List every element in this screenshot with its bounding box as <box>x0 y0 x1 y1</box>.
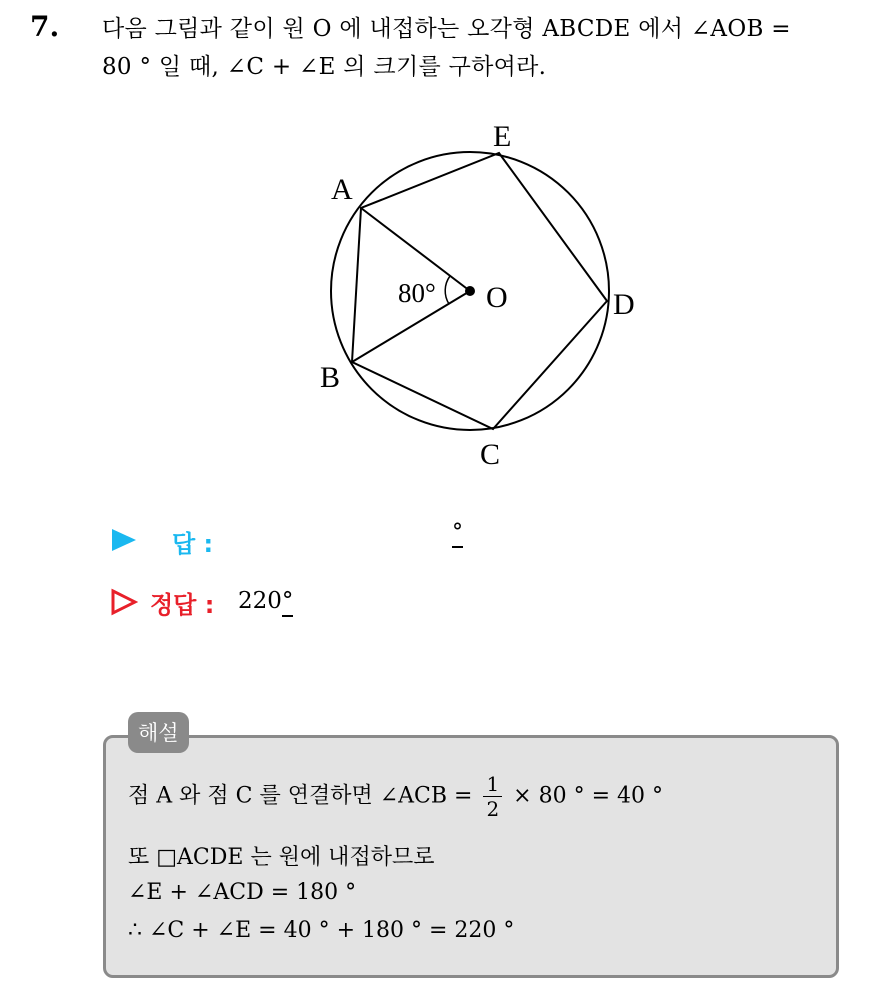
label-a: A <box>331 173 353 206</box>
center-point <box>465 286 475 296</box>
correct-play-outline-icon <box>110 588 138 616</box>
correct-answer-unit: ° <box>282 588 294 617</box>
label-c: C <box>480 438 501 471</box>
explanation-line-1 <box>128 772 663 821</box>
explanation-line-1-post: × 80 ° = 40 ° <box>513 783 663 809</box>
label-b: B <box>320 361 341 394</box>
question-number: 7. <box>30 10 60 43</box>
label-o: O <box>486 281 508 314</box>
fraction-one-half <box>483 772 502 821</box>
geometry-figure <box>300 110 660 480</box>
answer-label: 답 : <box>172 530 214 558</box>
answer-play-icon <box>112 529 136 551</box>
correct-answer-label: 정답 : <box>150 591 215 619</box>
label-e: E <box>493 120 512 153</box>
fraction-numerator: 1 <box>483 772 502 797</box>
explanation-tag: 해설 <box>128 712 189 753</box>
correct-answer-value <box>238 588 293 614</box>
explanation-line-1-pre: 점 A 와 점 C 를 연결하면 ∠ACB = <box>128 783 473 809</box>
correct-answer-number: 220 <box>238 588 282 614</box>
fraction-denominator: 2 <box>486 797 500 821</box>
question-line-1: 다음 그림과 같이 원 O 에 내접하는 오각형 ABCDE 에서 ∠AOB = <box>102 16 791 42</box>
label-angle: 80° <box>398 278 436 308</box>
explanation-line-3: ∠E + ∠ACD = 180 ° <box>128 880 357 905</box>
answer-unit: ° <box>452 522 463 548</box>
question-text <box>102 10 872 86</box>
explanation-line-2: 또 □ACDE 는 원에 내접하므로 <box>128 845 435 870</box>
question-line-2: 80 ° 일 때, ∠C + ∠E 의 크기를 구하여라. <box>102 54 547 80</box>
label-d: D <box>613 288 635 321</box>
angle-arc <box>445 276 450 304</box>
explanation-line-4: ∴ ∠C + ∠E = 40 ° + 180 ° = 220 ° <box>128 918 515 943</box>
